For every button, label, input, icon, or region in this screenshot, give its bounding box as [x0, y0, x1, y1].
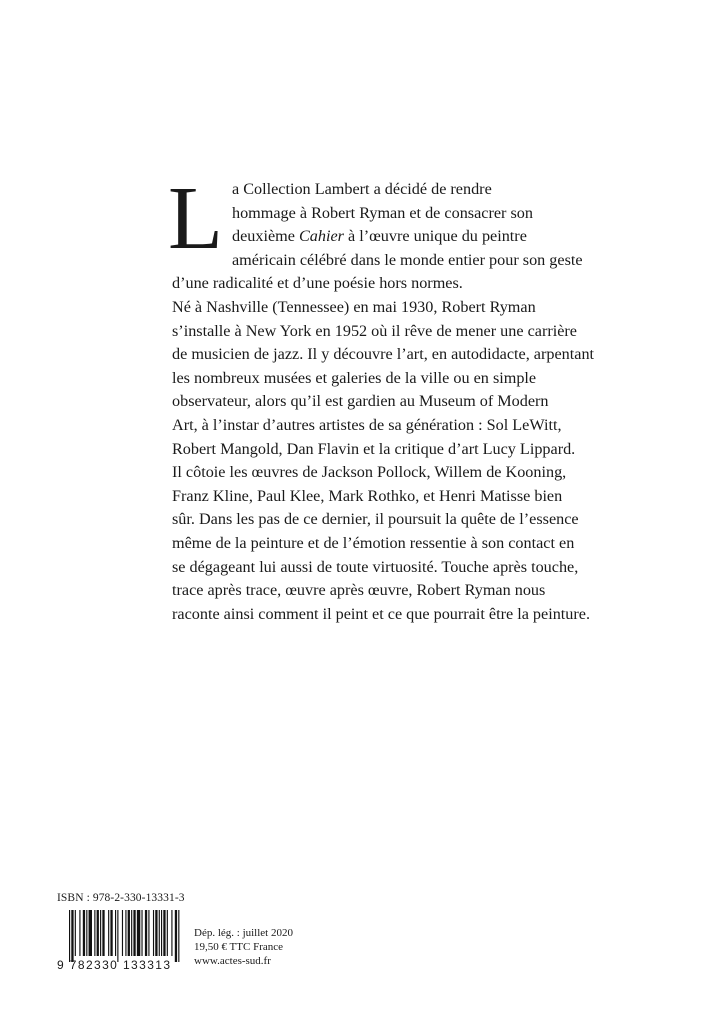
text-line: Art, à l’instar d’autres artistes de sa génération : Sol LeWitt,	[172, 415, 562, 434]
text-line: raconte ainsi comment il peint et ce que pourrait être la peinture.	[172, 604, 591, 623]
text-line: de musicien de jazz. Il y découvre l’art, en autodidacte, arpentant	[172, 345, 595, 364]
barcode-bar	[125, 910, 126, 956]
barcode-bar	[128, 910, 130, 956]
back-cover-text	[168, 169, 595, 626]
text-line: même de la peinture et de l’émotion ressentie à son contact en	[172, 533, 575, 552]
barcode-digits: 9 782330 133313	[57, 958, 172, 972]
legal-info	[194, 926, 293, 968]
barcode-bar	[159, 910, 160, 956]
text-line: Né à Nashville (Tennessee) en mai 1930, Robert Ryman	[172, 297, 536, 316]
barcode-bar	[161, 910, 162, 956]
barcode-bar	[94, 910, 95, 956]
barcode-bar	[133, 910, 135, 956]
barcode-bar	[167, 910, 168, 956]
text-line: sûr. Dans les pas de ce dernier, il poursuit la quête de l’essence	[172, 510, 579, 529]
text-line: les nombreux musées et galeries de la ville ou en simple	[172, 368, 537, 387]
barcode-bar	[86, 910, 87, 956]
text-line: a Collection Lambert a décidé de rendre	[231, 180, 492, 198]
text-line: hommage à Robert Ryman et de consacrer son	[231, 203, 533, 222]
text-line-with-italic	[172, 225, 582, 249]
barcode-bar	[122, 910, 123, 956]
barcode-bar	[79, 910, 80, 956]
text-fragment: deuxième	[231, 227, 295, 246]
price: 19,50 € TTC France	[194, 941, 284, 953]
text-line: trace après trace, œuvre après œuvre, Robert Ryman nous	[172, 581, 546, 600]
drop-cap: L	[168, 169, 223, 268]
barcode-bar	[69, 910, 70, 962]
text-fragment: à l’œuvre unique du peintre	[347, 227, 527, 246]
barcode-bar	[137, 910, 140, 956]
text-line: américain célébré dans le monde entier pour son geste	[231, 250, 583, 269]
barcode-bar	[83, 910, 85, 956]
depot-legal: Dép. lég. : juillet 2020	[194, 927, 293, 939]
barcode-bar	[153, 910, 154, 956]
barcode-bar	[89, 910, 92, 956]
barcode-bar	[141, 910, 142, 956]
barcode-bar	[171, 910, 172, 956]
barcode-bar	[148, 910, 149, 956]
barcode-bar	[71, 910, 73, 962]
isbn-label: ISBN : 978-2-330-13331-3	[57, 892, 185, 904]
barcode-bar	[115, 910, 116, 956]
barcode-bar	[110, 910, 112, 956]
barcode-bar	[178, 910, 179, 962]
barcode-bar	[102, 910, 104, 956]
text-line: Il côtoie les œuvres de Jackson Pollock, Willem de Kooning,	[172, 463, 567, 482]
barcode-bar	[175, 910, 177, 962]
barcode-bar	[75, 910, 76, 956]
barcode-bar	[145, 910, 147, 956]
italic-title: Cahier	[298, 227, 344, 246]
barcode-bar	[117, 910, 118, 962]
text-line: Robert Mangold, Dan Flavin et la critique d’art Lucy Lippard.	[172, 439, 576, 458]
barcode-bar	[131, 910, 132, 956]
barcode-bar	[97, 910, 99, 956]
barcode-bars	[57, 910, 183, 962]
barcode-bar	[108, 910, 109, 956]
publisher-website: www.actes-sud.fr	[194, 955, 271, 967]
text-line: se dégageant lui aussi de toute virtuosité. Touche après touche,	[172, 557, 579, 576]
text-line: s’installe à New York en 1952 où il rêve de mener une carrière	[172, 321, 577, 340]
text-line: Franz Kline, Paul Klee, Mark Rothko, et Henri Matisse bien	[172, 486, 563, 505]
barcode-bar	[155, 910, 157, 956]
text-line: observateur, alors qu’il est gardien au Museum of Modern	[172, 392, 549, 411]
text-line: d’une radicalité et d’une poésie hors normes.	[172, 274, 463, 293]
barcode-bar	[163, 910, 165, 956]
barcode-bar	[100, 910, 101, 956]
